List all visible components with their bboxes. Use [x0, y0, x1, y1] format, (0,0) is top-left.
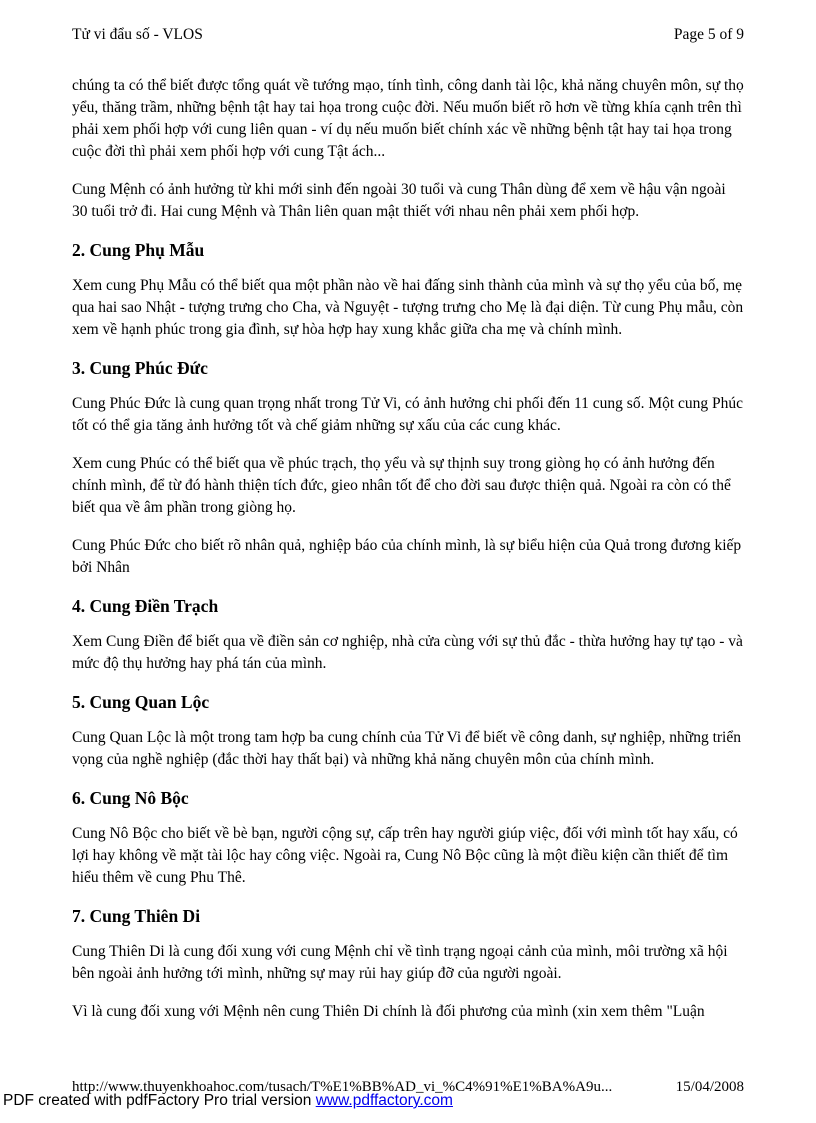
document-body: [72, 75, 744, 1039]
section-heading-phu-mau: 2. Cung Phụ Mẫu: [72, 240, 205, 260]
paragraph: Xem Cung Điền để biết qua về điền sản cơ nghiệp, nhà cửa cùng với sự thủ đắc - thừa hưởng hay tự tạo - và mức độ thụ hưởng hay phá tán của mình.: [72, 633, 743, 672]
paragraph: Cung Phúc Đức là cung quan trọng nhất trong Tử Vi, có ảnh hưởng chi phối đến 11 cung số. Một cung Phúc tốt có thể gia tăng ảnh hưởng tốt và chế giảm những sự xấu của các cung khác.: [72, 395, 744, 434]
section-heading-no-boc: 6. Cung Nô Bộc: [72, 788, 189, 808]
page-number: Page 5 of 9: [673, 26, 744, 43]
paragraph: Cung Quan Lộc là một trong tam hợp ba cung chính của Tử Vi để biết về công danh, sự nghiệp, những triển vọng của nghề nghiệp (đắc thời hay thất bại) và những khả năng chuyên môn của chính mình.: [72, 729, 741, 768]
paragraph: Xem cung Phụ Mẫu có thể biết qua một phần nào về hai đấng sinh thành của mình và sự thọ yểu của bố, mẹ qua hai sao Nhật - tượng trưng cho Cha, và Nguyệt - tượng trưng cho Mẹ là đại diện. Từ cung Phụ mẫu, còn xem về hạnh phúc trong gia đình, sự hòa hợp hay xung khắc giữa cha mẹ và chính mình.: [72, 277, 744, 338]
pdf-trial-banner: [3, 1092, 453, 1110]
section-heading-dien-trach: 4. Cung Điền Trạch: [72, 596, 219, 616]
paragraph: Cung Nô Bộc cho biết về bè bạn, người cộng sự, cấp trên hay người giúp việc, đối với mình tốt hay xấu, có lợi hay không về mặt tài lộc hay công việc. Ngoài ra, Cung Nô Bộc cũng là một điều kiện cần thiết để tìm hiểu thêm về cung Phu Thê.: [72, 825, 738, 886]
paragraph: Xem cung Phúc có thể biết qua về phúc trạch, thọ yểu và sự thịnh suy trong giòng họ có ảnh hưởng đến chính mình, để từ đó hành thiện tích đức, gieo nhân tốt để cho đời sau được thiện quả. Ngoài ra còn có thể biết qua về âm phần trong giòng họ.: [72, 455, 731, 516]
section-heading-thien-di: 7. Cung Thiên Di: [72, 906, 201, 926]
paragraph: Cung Phúc Đức cho biết rõ nhân quả, nghiệp báo của chính mình, là sự biểu hiện của Quả trong đương kiếp bởi Nhân: [72, 537, 742, 576]
section-heading-phuc-duc: 3. Cung Phúc Đức: [72, 358, 208, 378]
paragraph: Vì là cung đối xung với Mệnh nên cung Thiên Di chính là đối phương của mình (xin xem thêm "Luận: [72, 1003, 705, 1020]
pdffactory-link[interactable]: www.pdffactory.com: [315, 1092, 453, 1109]
source-url[interactable]: http://www.thuyenkhoahoc.com/tusach/T%E1%BB%AD_vi_%C4%91%E1%BA%A9u...: [72, 1079, 613, 1095]
print-date: 15/04/2008: [675, 1079, 744, 1095]
document-title: Tử vi đẩu số - VLOS: [72, 26, 203, 43]
banner-text: PDF created with pdfFactory Pro trial version: [3, 1092, 316, 1109]
section-heading-quan-loc: 5. Cung Quan Lộc: [72, 692, 210, 712]
paragraph: Cung Thiên Di là cung đối xung với cung Mệnh chỉ về tình trạng ngoại cảnh của mình, môi trường xã hội bên ngoài ảnh hưởng tới mình, những sự may rủi hay giúp đỡ của người ngoài.: [72, 943, 728, 982]
paragraph: chúng ta có thể biết được tổng quát về tướng mạo, tính tình, công danh tài lộc, khả năng chuyên môn, sự thọ yểu, thăng trầm, những bệnh tật hay tai họa trong cuộc đời. Nếu muốn biết rõ hơn về từng khía cạnh trên thì phải xem phối hợp với cung liên quan - ví dụ nếu muốn biết chính xác về những bệnh tật hay tai họa trong cuộc đời thì phải xem phối hợp với cung Tật ách...: [72, 77, 744, 160]
paragraph: Cung Mệnh có ảnh hưởng từ khi mới sinh đến ngoài 30 tuổi và cung Thân dùng để xem về hậu vận ngoài 30 tuổi trở đi. Hai cung Mệnh và Thân liên quan mật thiết với nhau nên phải xem phối hợp.: [72, 181, 726, 220]
